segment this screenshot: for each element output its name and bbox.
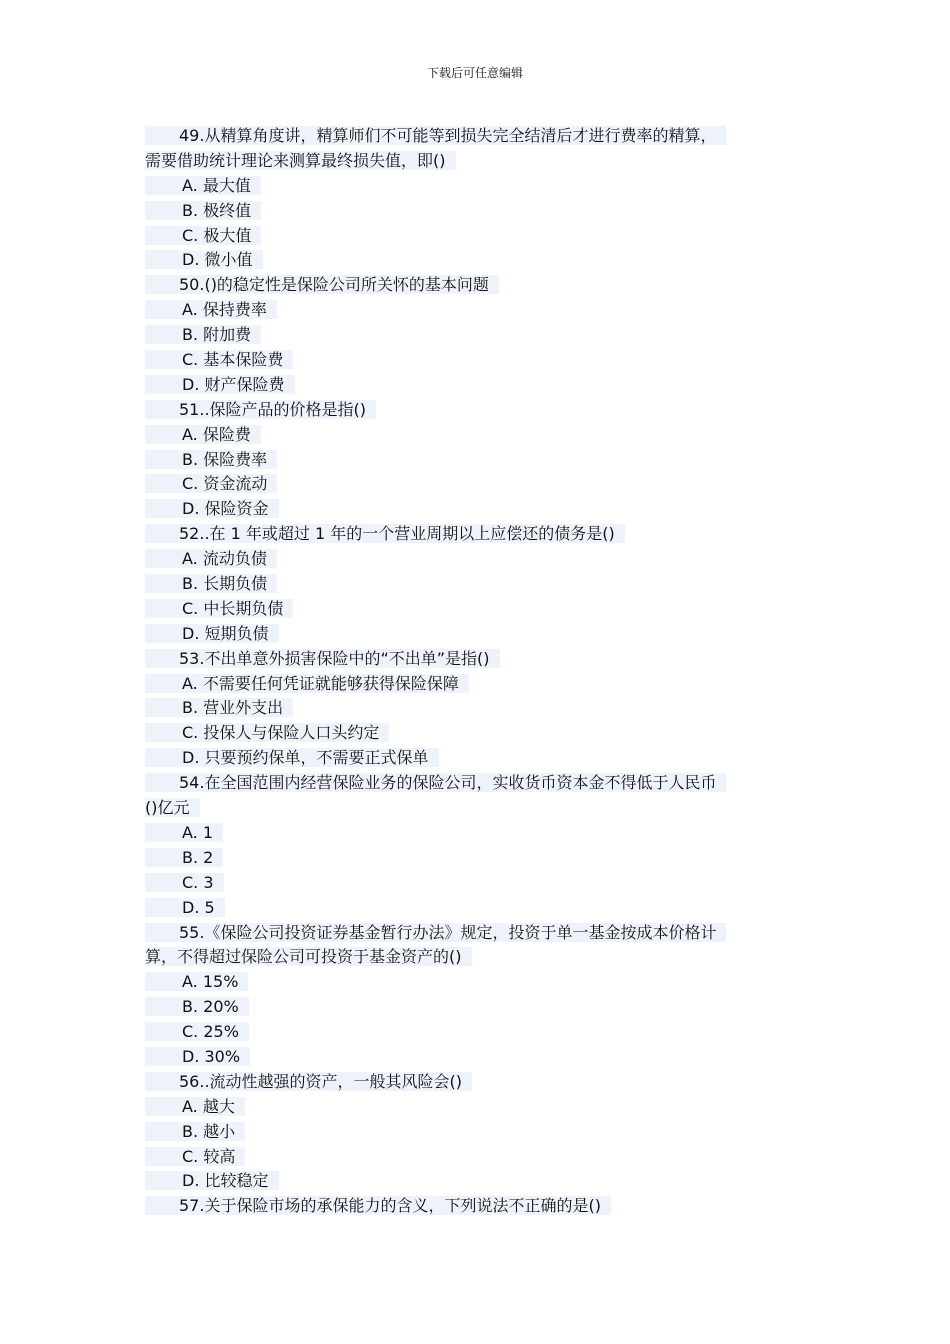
option: C. 较高: [145, 1145, 810, 1170]
highlight: 49.从精算角度讲，精算师们不可能等到损失完全结清后才进行费率的精算，: [145, 126, 726, 145]
option: C. 基本保险费: [145, 348, 810, 373]
option: B. 越小: [145, 1120, 810, 1145]
question-stem: 52..在 1 年或超过 1 年的一个营业周期以上应偿还的债务是(): [145, 522, 810, 547]
question-stem: 51..保险产品的价格是指(): [145, 398, 810, 423]
question-stem: 57.关于保险市场的承保能力的含义，下列说法不正确的是(): [145, 1194, 810, 1219]
option: D. 微小值: [145, 248, 810, 273]
option: A. 保持费率: [145, 298, 810, 323]
highlight: 需要借助统计理论来测算最终损失值，即(): [145, 151, 456, 170]
option: D. 只要预约保单，不需要正式保单: [145, 746, 810, 771]
question-stem: [145, 124, 810, 149]
option: D. 30%: [145, 1045, 810, 1070]
option: A. 保险费: [145, 423, 810, 448]
option: D. 短期负债: [145, 622, 810, 647]
option: B. 附加费: [145, 323, 810, 348]
option: D. 财产保险费: [145, 373, 810, 398]
option: C. 资金流动: [145, 472, 810, 497]
question-stem: 53.不出单意外损害保险中的“不出单”是指(): [145, 647, 810, 672]
question-stem-continued: ()亿元: [145, 796, 810, 821]
option: D. 保险资金: [145, 497, 810, 522]
option: A. 最大值: [145, 174, 810, 199]
option: A. 越大: [145, 1095, 810, 1120]
question-stem-continued: 算，不得超过保险公司可投资于基金资产的(): [145, 945, 810, 970]
option: C. 投保人与保险人口头约定: [145, 721, 810, 746]
question-stem-continued: [145, 149, 810, 174]
option: B. 极终值: [145, 199, 810, 224]
option: D. 5: [145, 896, 810, 921]
option: B. 2: [145, 846, 810, 871]
page-header: 下载后可任意编辑: [426, 66, 523, 80]
question-stem: 54.在全国范围内经营保险业务的保险公司，实收货币资本金不得低于人民币: [145, 771, 810, 796]
question-list: [145, 124, 810, 1219]
option: B. 长期负债: [145, 572, 810, 597]
question-stem: 56..流动性越强的资产，一般其风险会(): [145, 1070, 810, 1095]
option: B. 20%: [145, 995, 810, 1020]
question-stem: 55.《保险公司投资证券基金暂行办法》规定，投资于单一基金按成本价格计: [145, 921, 810, 946]
option: A. 不需要任何凭证就能够获得保险保障: [145, 672, 810, 697]
option: B. 保险费率: [145, 448, 810, 473]
option: A. 1: [145, 821, 810, 846]
option: C. 3: [145, 871, 810, 896]
option: C. 25%: [145, 1020, 810, 1045]
option: A. 15%: [145, 970, 810, 995]
option: B. 营业外支出: [145, 696, 810, 721]
question-stem: 50.()的稳定性是保险公司所关怀的基本问题: [145, 273, 810, 298]
option: C. 极大值: [145, 224, 810, 249]
option: C. 中长期负债: [145, 597, 810, 622]
option: D. 比较稳定: [145, 1169, 810, 1194]
option: A. 流动负债: [145, 547, 810, 572]
